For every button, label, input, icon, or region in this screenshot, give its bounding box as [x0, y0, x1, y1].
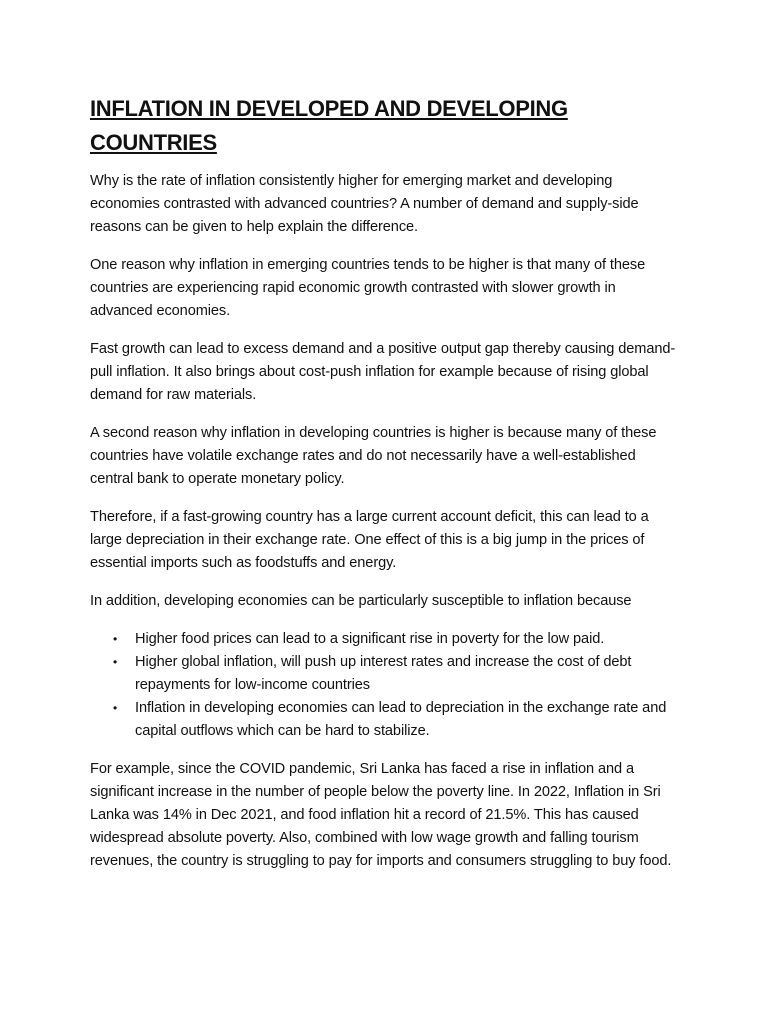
- title-line-2: COUNTRIES: [90, 130, 217, 155]
- list-item-text: Inflation in developing economies can lead to depreciation in the exchange rate and capital outflows which can be hard to stabilize.: [135, 700, 667, 739]
- paragraph-susceptible: In addition, developing economies can be particularly susceptible to inflation because: [90, 593, 632, 609]
- bullet-icon: •: [113, 655, 118, 669]
- document-page: [90, 92, 680, 888]
- list-item-text: Higher global inflation, will push up interest rates and increase the cost of debt repayments for low-income countries: [135, 654, 632, 693]
- list-item: [113, 651, 680, 697]
- paragraph-rapid-growth: One reason why inflation in emerging countries tends to be higher is that many of these countries are experiencing rapid economic growth contrasted with slower growth in advanced economies.: [90, 257, 646, 319]
- paragraph-sri-lanka-example: For example, since the COVID pandemic, Sri Lanka has faced a rise in inflation and a significant increase in the number of people below the poverty line. In 2022, Inflation in Sri Lanka was 14% in Dec 2021, and food inflation hit a record of 21.5%. This has caused widespread absolute poverty. Also, combined with low wage growth and falling tourism revenues, the country is struggling to pay for imports and consumers struggling to buy food.: [90, 761, 672, 869]
- paragraph-current-account: Therefore, if a fast-growing country has a large current account deficit, this can lead to a large depreciation in their exchange rate. One effect of this is a big jump in the prices of essential imports such as foodstuffs and energy.: [90, 509, 649, 571]
- title-line-1: INFLATION IN DEVELOPED AND DEVELOPING: [90, 96, 568, 121]
- list-item: [113, 628, 680, 651]
- bullet-icon: •: [113, 632, 118, 646]
- paragraph-exchange-rates: A second reason why inflation in developing countries is higher is because many of these countries have volatile exchange rates and do not necessarily have a well-established central bank to operate monetary policy.: [90, 425, 657, 487]
- bullet-list: [90, 628, 680, 743]
- list-item-text: Higher food prices can lead to a significant rise in poverty for the low paid.: [135, 631, 605, 647]
- paragraph-excess-demand: Fast growth can lead to excess demand and a positive output gap thereby causing demand-pull inflation. It also brings about cost-push inflation for example because of rising global demand for raw materials.: [90, 341, 676, 403]
- document-title: [90, 92, 680, 160]
- paragraph-intro: Why is the rate of inflation consistently higher for emerging market and developing economies contrasted with advanced countries? A number of demand and supply-side reasons can be given to help explain the difference.: [90, 173, 639, 235]
- list-item: [113, 697, 680, 743]
- bullet-icon: •: [113, 701, 118, 715]
